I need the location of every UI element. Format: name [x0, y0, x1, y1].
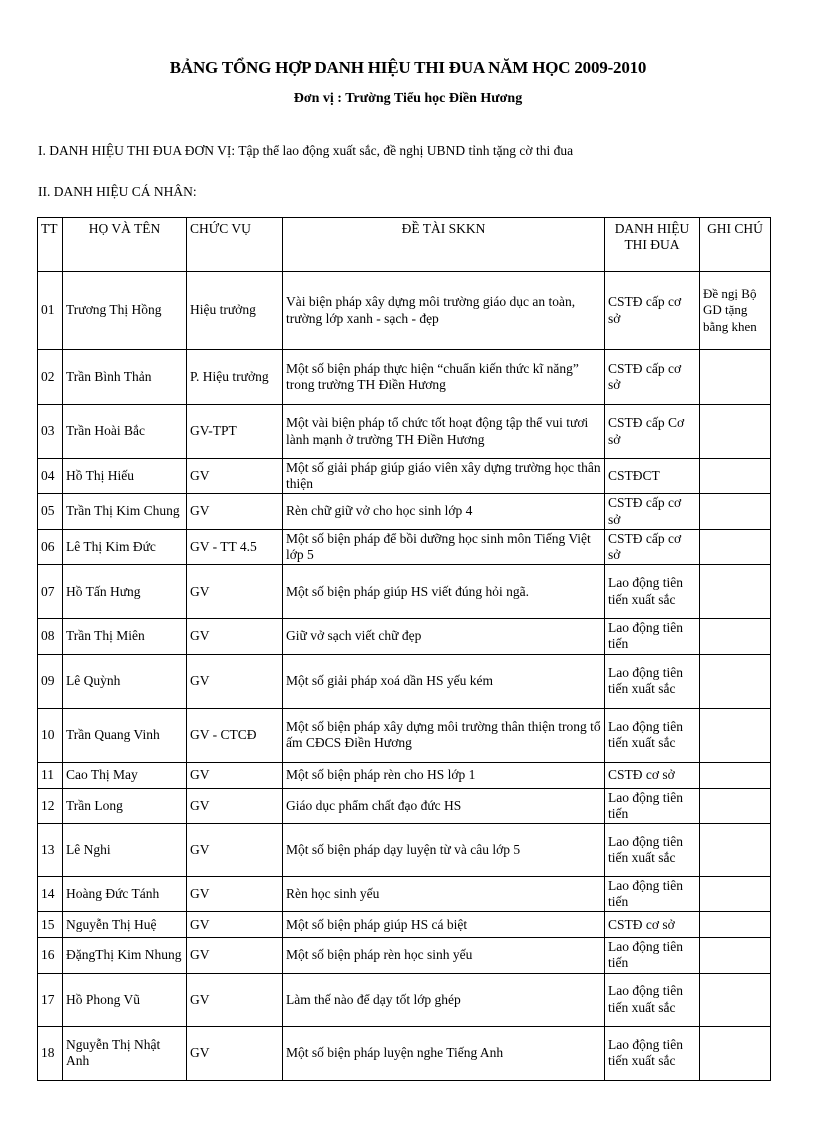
document-title: BẢNG TỔNG HỢP DANH HIỆU THI ĐUA NĂM HỌC 2009-2010	[169, 58, 647, 77]
cell-award: Lao động tiên tiến	[605, 876, 700, 911]
cell-topic: Giáo dục phẩm chất đạo đức HS	[283, 788, 605, 823]
cell-role: GV	[187, 938, 283, 973]
cell-name: Nguyễn Thị Nhật Anh	[63, 1026, 187, 1080]
table-row	[38, 459, 771, 494]
cell-topic: Vài biện pháp xây dựng môi trường giáo dục an toàn, trường lớp xanh - sạch - đẹp	[283, 272, 605, 350]
cell-award: CSTĐ cấp cơ sở	[605, 272, 700, 350]
cell-name: Trần Thị Miên	[63, 619, 187, 654]
cell-tt: 02	[38, 350, 63, 405]
cell-topic: Một số biện pháp rèn cho HS lớp 1	[283, 762, 605, 788]
cell-role: GV	[187, 619, 283, 654]
cell-award: CSTĐ cơ sở	[605, 912, 700, 938]
cell-role: GV	[187, 762, 283, 788]
cell-award: CSTĐ cấp cơ sở	[605, 350, 700, 405]
section-individual-award: II. DANH HIỆU CÁ NHÂN:	[38, 184, 197, 199]
cell-topic: Một số biện pháp xây dựng môi trường thân thiện trong tổ ấm CĐCS Điền Hương	[283, 708, 605, 762]
unit-subtitle: Đơn vị : Trường Tiểu học Điền Hương	[293, 91, 523, 106]
header-award: DANH HIỆU THI ĐUA	[605, 218, 700, 272]
cell-award: CSTĐCT	[605, 459, 700, 494]
cell-role: GV	[187, 1026, 283, 1080]
table-header-row	[38, 218, 771, 272]
table-row	[38, 973, 771, 1026]
cell-name: Trần Hoài Bắc	[63, 405, 187, 459]
cell-award: Lao động tiên tiến xuất sắc	[605, 1026, 700, 1080]
cell-tt: 18	[38, 1026, 63, 1080]
cell-role: GV - TT 4.5	[187, 529, 283, 564]
cell-role: GV	[187, 973, 283, 1026]
cell-role: GV	[187, 823, 283, 876]
cell-award: Lao động tiên tiến xuất sắc	[605, 823, 700, 876]
cell-award: CSTĐ cấp cơ sở	[605, 494, 700, 529]
cell-tt: 12	[38, 788, 63, 823]
cell-note	[700, 405, 771, 459]
cell-note	[700, 938, 771, 973]
cell-name: Hồ Phong Vũ	[63, 973, 187, 1026]
cell-tt: 11	[38, 762, 63, 788]
cell-note	[700, 529, 771, 564]
cell-topic: Một vài biện pháp tổ chức tốt hoạt động tập thể vui tươi lành mạnh ở trường TH Điền Hương	[283, 405, 605, 459]
awards-table	[37, 217, 771, 1081]
cell-name: Lê Thị Kim Đức	[63, 529, 187, 564]
cell-tt: 10	[38, 708, 63, 762]
table-row	[38, 938, 771, 973]
cell-role: GV	[187, 494, 283, 529]
cell-name: Hồ Thị Hiếu	[63, 459, 187, 494]
section-unit-award: I. DANH HIỆU THI ĐUA ĐƠN VỊ: Tập thể lao động xuất sắc, đề nghị UBND tỉnh tặng cờ thi đua	[38, 143, 574, 158]
cell-role: GV	[187, 459, 283, 494]
cell-note: Đề ngị Bộ GD tặng bằng khen	[700, 272, 771, 350]
table-row	[38, 494, 771, 529]
cell-topic: Một số biện pháp thực hiện “chuẩn kiến thức kĩ năng” trong trường TH Điền Hương	[283, 350, 605, 405]
cell-note	[700, 708, 771, 762]
cell-name: Trần Long	[63, 788, 187, 823]
cell-tt: 16	[38, 938, 63, 973]
cell-topic: Rèn học sinh yếu	[283, 876, 605, 911]
cell-role: GV	[187, 565, 283, 619]
cell-role: GV	[187, 912, 283, 938]
cell-note	[700, 459, 771, 494]
cell-role: GV	[187, 654, 283, 708]
cell-topic: Một số biện pháp giúp HS cá biệt	[283, 912, 605, 938]
table-row	[38, 405, 771, 459]
cell-name: Trương Thị Hồng	[63, 272, 187, 350]
cell-name: Trần Bình Thản	[63, 350, 187, 405]
cell-name: Nguyễn Thị Huệ	[63, 912, 187, 938]
cell-topic: Một số giải pháp xoá dần HS yếu kém	[283, 654, 605, 708]
cell-topic: Rèn chữ giữ vở cho học sinh lớp 4	[283, 494, 605, 529]
cell-note	[700, 788, 771, 823]
table-row	[38, 529, 771, 564]
header-tt: TT	[38, 218, 63, 272]
cell-note	[700, 494, 771, 529]
cell-topic: Làm thế nào để dạy tốt lớp ghép	[283, 973, 605, 1026]
cell-award: Lao động tiên tiến xuất sắc	[605, 708, 700, 762]
header-note: GHI CHÚ	[700, 218, 771, 272]
cell-topic: Một số giải pháp giúp giáo viên xây dựng trường học thân thiện	[283, 459, 605, 494]
cell-award: Lao động tiên tiến	[605, 619, 700, 654]
cell-topic: Giữ vở sạch viết chữ đẹp	[283, 619, 605, 654]
cell-note	[700, 619, 771, 654]
cell-award: Lao động tiên tiến xuất sắc	[605, 654, 700, 708]
table-row	[38, 619, 771, 654]
cell-name: Hồ Tấn Hưng	[63, 565, 187, 619]
cell-tt: 01	[38, 272, 63, 350]
cell-tt: 04	[38, 459, 63, 494]
cell-role: Hiệu trưởng	[187, 272, 283, 350]
cell-note	[700, 654, 771, 708]
cell-tt: 07	[38, 565, 63, 619]
cell-role: GV	[187, 876, 283, 911]
cell-note	[700, 350, 771, 405]
cell-tt: 14	[38, 876, 63, 911]
cell-tt: 13	[38, 823, 63, 876]
cell-name: Cao Thị May	[63, 762, 187, 788]
cell-note	[700, 1026, 771, 1080]
cell-name: Hoàng Đức Tánh	[63, 876, 187, 911]
cell-award: Lao động tiên tiến xuất sắc	[605, 565, 700, 619]
header-name: HỌ VÀ TÊN	[63, 218, 187, 272]
cell-topic: Một số biện pháp để bồi dưỡng học sinh môn Tiếng Việt lớp 5	[283, 529, 605, 564]
table-row	[38, 1026, 771, 1080]
cell-award: Lao động tiên tiến xuất sắc	[605, 973, 700, 1026]
cell-tt: 06	[38, 529, 63, 564]
cell-award: CSTĐ cấp Cơ sở	[605, 405, 700, 459]
table-row	[38, 654, 771, 708]
table-row	[38, 876, 771, 911]
cell-tt: 17	[38, 973, 63, 1026]
cell-note	[700, 876, 771, 911]
cell-tt: 08	[38, 619, 63, 654]
cell-tt: 15	[38, 912, 63, 938]
cell-name: Trần Thị Kim Chung	[63, 494, 187, 529]
cell-role: GV - CTCĐ	[187, 708, 283, 762]
cell-tt: 09	[38, 654, 63, 708]
table-row	[38, 762, 771, 788]
cell-award: CSTĐ cơ sở	[605, 762, 700, 788]
table-row	[38, 823, 771, 876]
table-row	[38, 912, 771, 938]
header-role: CHỨC VỤ	[187, 218, 283, 272]
table-row	[38, 565, 771, 619]
cell-note	[700, 912, 771, 938]
cell-topic: Một số biện pháp giúp HS viết đúng hỏi ngã.	[283, 565, 605, 619]
cell-name: ĐặngThị Kim Nhung	[63, 938, 187, 973]
cell-name: Lê Nghi	[63, 823, 187, 876]
cell-topic: Một số biện pháp rèn học sinh yếu	[283, 938, 605, 973]
cell-note	[700, 762, 771, 788]
cell-award: Lao động tiên tiến	[605, 788, 700, 823]
table-row	[38, 350, 771, 405]
table-row	[38, 272, 771, 350]
cell-role: P. Hiệu trưởng	[187, 350, 283, 405]
cell-note	[700, 823, 771, 876]
cell-name: Trần Quang Vinh	[63, 708, 187, 762]
cell-tt: 03	[38, 405, 63, 459]
cell-topic: Một số biện pháp luyện nghe Tiếng Anh	[283, 1026, 605, 1080]
table-row	[38, 788, 771, 823]
cell-topic: Một số biện pháp dạy luyện từ và câu lớp 5	[283, 823, 605, 876]
cell-note	[700, 565, 771, 619]
cell-award: Lao động tiên tiến	[605, 938, 700, 973]
cell-tt: 05	[38, 494, 63, 529]
cell-role: GV-TPT	[187, 405, 283, 459]
table-row	[38, 708, 771, 762]
cell-name: Lê Quỳnh	[63, 654, 187, 708]
header-topic: ĐỀ TÀI SKKN	[283, 218, 605, 272]
cell-role: GV	[187, 788, 283, 823]
cell-award: CSTĐ cấp cơ sở	[605, 529, 700, 564]
cell-note	[700, 973, 771, 1026]
